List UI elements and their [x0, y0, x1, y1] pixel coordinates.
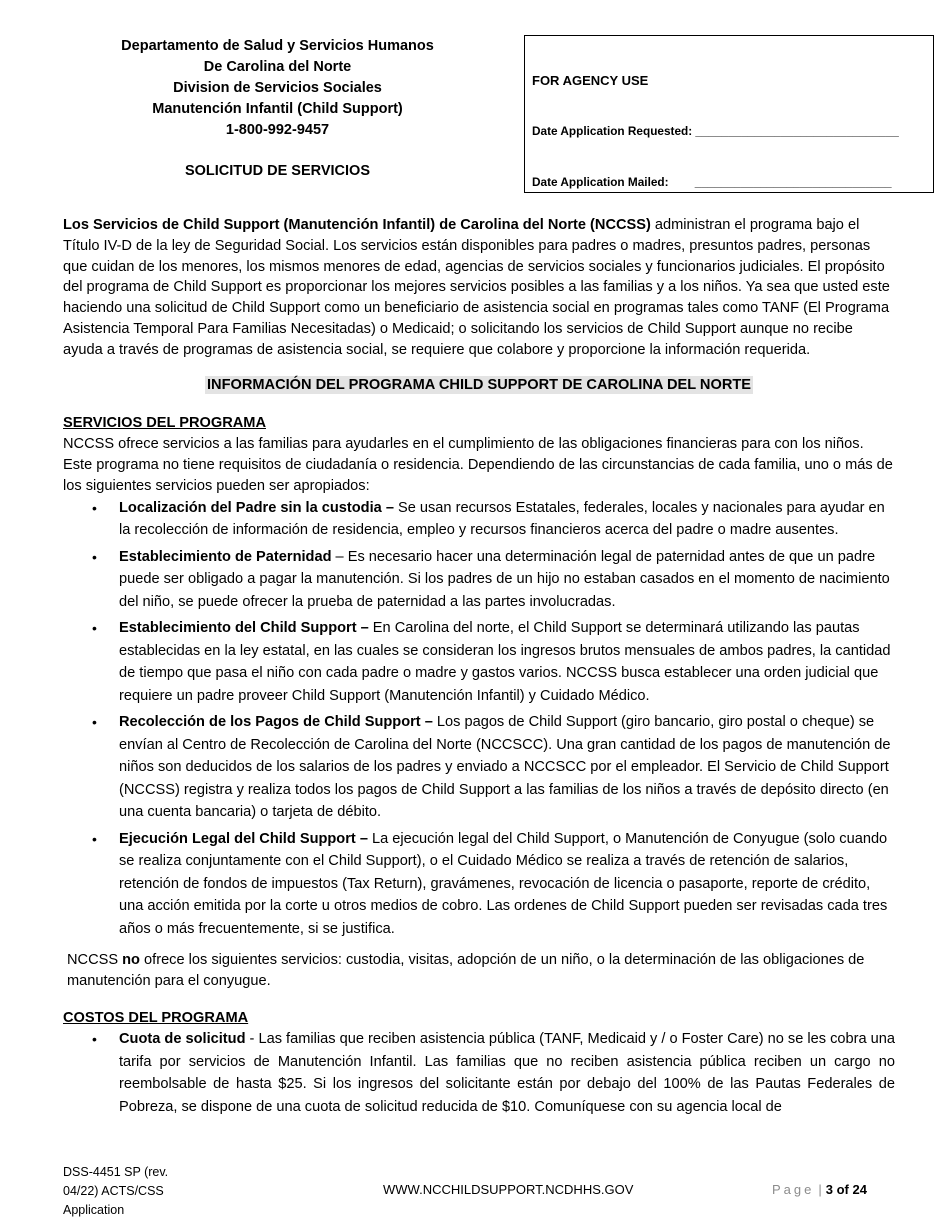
- item-title: Recolección de los Pagos de Child Support –: [119, 714, 433, 731]
- info-heading: [63, 375, 895, 396]
- agency-box-title: FOR AGENCY USE: [532, 73, 649, 88]
- item-text: La ejecución legal del Child Support, o Manutención de Conyugue (solo cuando se realiza conjuntamente con el Child Support), o el Cuidado Médico se realiza a través de retención de salarios, retención de fondos de impuestos (Tax Return), gravámenes, revocación de licencia o pasaporte, reporte de crédito, una acción emitida por la corte u otros medios de cobro. Las ordenes de Child Support pueden ser revisadas cada tres años o más frecuentemente, si se justifica.: [119, 830, 888, 937]
- page-label: Page: [772, 1182, 815, 1197]
- agency-use-box: [524, 35, 934, 193]
- agency-field-date-mailed: Date Application Mailed: ______________________________: [532, 175, 892, 189]
- form-id-line: DSS-4451 SP (rev.: [63, 1165, 169, 1179]
- item-text: - Las familias que reciben asistencia pública (TANF, Medicaid y / o Foster Care) no se les cobra una tarifa por servicios de Manutención Infantil. Las familias que no reciben asistencia pública reciben un cargo no reembolsable de hasta $25. Si los ingresos del solicitante están por debajo del 100% de las Pautas Federales de Pobreza, se dispone de una cuota de solicitud reducida de $10. Comuníquese con su agencia local de: [119, 1031, 895, 1115]
- header-line: Division de Servicios Sociales: [173, 80, 382, 96]
- item-title: Ejecución Legal del Child Support –: [119, 830, 368, 847]
- list-item: [92, 497, 895, 542]
- item-title: Cuota de solicitud: [119, 1031, 246, 1048]
- not-offered-paragraph: [67, 950, 895, 992]
- info-heading-text: INFORMACIÓN DEL PROGRAMA CHILD SUPPORT DE CAROLINA DEL NORTE: [206, 376, 752, 393]
- header-line: De Carolina del Norte: [203, 59, 352, 75]
- website-link[interactable]: WWW.NCCHILDSUPPORT.NCDHHS.GOV: [383, 1182, 634, 1197]
- intro-bold: Los Servicios de Child Support (Manutención Infantil) de Carolina del Norte (NCCSS): [63, 217, 651, 233]
- list-item: [92, 617, 895, 707]
- costs-heading: COSTOS DEL PROGRAMA: [63, 1009, 249, 1026]
- page-indicator: Page | 3 of 24: [772, 1182, 867, 1197]
- list-item: [92, 828, 895, 941]
- list-item: [92, 711, 895, 824]
- bullet-icon: •: [92, 1031, 97, 1048]
- form-id-line: Application: [63, 1203, 125, 1217]
- form-id: [63, 1163, 168, 1220]
- main-content: [63, 215, 895, 1122]
- intro-paragraph: [63, 215, 895, 361]
- form-title: SOLICITUD DE SERVICIOS: [184, 163, 371, 179]
- bullet-icon: •: [92, 499, 97, 516]
- item-text: En Carolina del norte, el Child Support se determinará utilizando las pautas establecidas en la ley estatal, en las cuales se consideran los ingresos brutos mensuales de ambos padres, la cantidad de tiempo que pasa el niño con cada padre o madre y gastos varios. NCCSS busca establecer una orden judicial que requiere un padre proveer Child Support (Manutención Infantil) y Cuidado Médico.: [119, 620, 891, 704]
- agency-field-date-requested: Date Application Requested: _______________________________: [532, 124, 899, 138]
- header-phone: 1-800-992-9457: [225, 122, 330, 138]
- not-offered-bold: no: [122, 952, 140, 969]
- not-offered-post: ofrece los siguientes servicios: custodia, visitas, adopción de un niño, o la determinación de las obligaciones de manutención para el conyugue.: [67, 952, 865, 989]
- form-id-line: 04/22) ACTS/CSS: [63, 1184, 164, 1198]
- header-line: Manutención Infantil (Child Support): [152, 101, 403, 117]
- agency-header: [100, 36, 455, 182]
- item-title: Establecimiento de Paternidad: [119, 548, 332, 565]
- intro-text: administran el programa bajo el Título IV-D de la ley de Seguridad Social. Los servicios están disponibles para padres o madres, presuntos padres, personas que cuidan de los menores, los mismos menores de edad, agencias de servicios sociales y funcionarios judiciales. El propósito del programa de Child Support es proporcionar los mejores servicios posibles a las familias y a los niños. Ya sea que usted este haciendo una solicitud de Child Support como un beneficiario de asistencia social en programas tales como TANF (El Programa Asistencia Temporal Para Familias Necesitadas) o Medicaid; o solicitando los servicios de Child Support aunque no recibe ayuda a través de programas de asistencia social, se requiere que colabore y proporcione la información requerida.: [63, 217, 890, 358]
- header-line: Departamento de Salud y Servicios Humanos: [121, 38, 434, 54]
- item-text: Se usan recursos Estatales, federales, locales y nacionales para ayudar en la recolección de información de residencia, empleo y recursos financieros acerca del padre o madre ausentes.: [119, 499, 885, 539]
- item-text: Los pagos de Child Support (giro bancario, giro postal o cheque) se envían al Centro de Recolección de Carolina del Norte (NCCSCC). Una gran cantidad de los pagos de manutención de niños son deducidos de los salarios de los padres y enviado a NCCSCC por el empleador. El Servicio de Child Support (NCCSS) registra y realiza todos los pagos de Child Support a las familias de los niños a través de depósito directo (en una cuenta bancaria) o tarjeta de débito.: [119, 714, 891, 821]
- item-text: – Es necesario hacer una determinación legal de paternidad antes de que un padre puede ser obligado a pagar la manutención. Si los padres de un hijo no estaban casados en el momento de nacimiento del niño, se puede ofrecer la prueba de paternidad a las partes involucradas.: [119, 548, 890, 610]
- services-intro: NCCSS ofrece servicios a las familias para ayudarles en el cumplimiento de las obligaciones financieras para con los niños. Este programa no tiene requisitos de ciudadanía o residencia. Dependiendo de las circunstancias de cada familia, uno o más de los siguientes servicios pueden ser apropiados:: [63, 436, 893, 494]
- not-offered-pre: NCCSS: [67, 952, 123, 969]
- costs-list: [63, 1028, 895, 1118]
- list-item: [92, 546, 895, 614]
- services-list: [63, 497, 895, 941]
- bullet-icon: •: [92, 830, 97, 847]
- bullet-icon: •: [92, 620, 97, 637]
- list-item: [92, 1028, 895, 1118]
- page-number: 3 of 24: [825, 1182, 867, 1197]
- bullet-icon: •: [92, 714, 97, 731]
- item-title: Localización del Padre sin la custodia –: [119, 499, 394, 516]
- services-heading: SERVICIOS DEL PROGRAMA: [63, 415, 266, 432]
- bullet-icon: •: [92, 548, 97, 565]
- item-title: Establecimiento del Child Support –: [119, 620, 369, 637]
